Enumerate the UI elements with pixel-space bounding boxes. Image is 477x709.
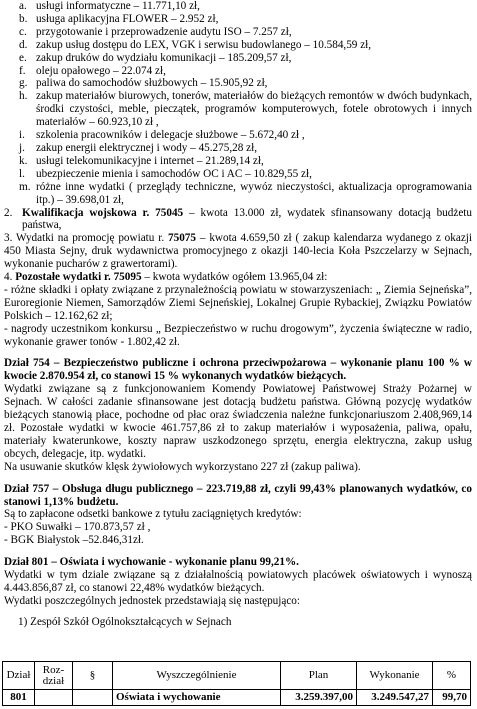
table-header-row <box>3 662 471 690</box>
item-heading: Pozostałe wydatki r. 75095 <box>15 271 142 284</box>
list-text: przygotowanie i przeprowadzenie audytu ISO – 7.257 zł, <box>36 25 292 38</box>
loan-line: - BGK Białystok –52.846,31zł. <box>4 534 144 547</box>
col-header-percent: % <box>433 662 471 690</box>
section-754-body: Wydatki związane są z funkcjonowaniem Komendy Powiatowej Państwowej Straży Pożarnej w Sejnach. W całości zadanie sfinansowane jest dotacją budżetu państwa. Główną pozycję wydatków bieżących stanowią płace, pochodne od płac oraz świadczenia należne funkcjonariuszom 2.408,969,14 zł. Pozostałe wydatki w kwocie 461.757,86 zł to zakup materiałów i wyposażenia, paliwa, opału, materiały kwaterunkowe, koszty napraw uszkodzonego sprzętu, energia elektryczna, zakup usług obcych, delegacje, itp. wydatki. <box>4 383 472 460</box>
list-marker: c. <box>19 25 27 38</box>
cell-paragraph <box>73 690 113 706</box>
col-header-paragraph: § <box>73 662 113 690</box>
item4-detail: - różne składki i opłaty związane z przynależnością powiatu w stowarzyszeniach: „ Ziemia Sejneńska”, Euroregionie Niemen, Samorządów Ziemi Sejneńskiej, Lokalnej Grupie Rybackiej, Związku Powiatów Polskich – 12.162,62 zł; <box>4 283 472 322</box>
list-item <box>4 142 472 155</box>
cell-percent: 99,70 <box>433 690 471 706</box>
list-marker: i. <box>19 129 25 142</box>
list-text: szkolenia pracowników i delegacje służbowe – 5.672,40 zł , <box>36 129 305 142</box>
list-marker: f. <box>19 64 26 77</box>
col-header-plan: Plan <box>281 662 357 690</box>
document-page <box>4 0 472 629</box>
section-801-body2: Wydatki poszczególnych jednostek przedstawiają się następująco: <box>4 594 300 607</box>
item-text: – kwota wydatków ogółem 13.965,04 zł: <box>141 271 328 284</box>
list-item <box>4 90 472 129</box>
list-text: zakup energii elektrycznej i wody – 45.275,28 zł, <box>36 141 257 154</box>
list-marker: d. <box>19 38 28 51</box>
item-prefix: 3. Wydatki na promocję powiatu r. <box>4 232 169 245</box>
list-marker: g. <box>19 77 28 90</box>
list-item <box>4 155 472 168</box>
subsection-title: 1) Zespół Szkół Ogólnokształcących w Sejnach <box>18 615 232 628</box>
item4-detail: - nagrody uczestnikom konkursu „ Bezpieczeństwo w ruchu drogowym”, życzenia świąteczne w radio, wykonanie grawer tonów - 1.802,42 zł. <box>4 322 472 348</box>
col-header-rozdzial: Roz- dział <box>35 662 73 690</box>
list-marker: e. <box>19 51 27 64</box>
list-text: ubezpieczenie mienia i samochodów OC i AC – 10.829,55 zł, <box>36 167 312 180</box>
list-text: różne inne wydatki ( przeglądy techniczne, wywóz nieczystości, aktualizacja oprogramowania itp.) – 39.698,01 zł, <box>36 180 472 206</box>
list-marker: j. <box>19 141 25 154</box>
section-757-title: Dział 757 – Obsługa długu publicznego – 223.719,88 zł, czyli 99,43% planowanych wydatków, co stanowi 1,13% budżetu. <box>4 482 472 508</box>
list-item-3 <box>4 232 472 271</box>
budget-table <box>2 661 471 706</box>
list-text: zakup materiałów biurowych, tonerów, materiałów do bieżących remontów w dwóch budynkach, środki czystości, meble, pieczątek, programów komputerowych, fotele obrotowych i innych materiałów – 60.923,10 zł , <box>36 90 472 129</box>
expense-list <box>4 0 472 207</box>
list-item-4 <box>4 271 472 284</box>
list-item <box>4 181 472 207</box>
col-header-dzial: Dział <box>3 662 35 690</box>
list-marker: m. <box>19 180 31 193</box>
list-item-2 <box>4 207 472 233</box>
list-item <box>4 26 472 39</box>
list-item <box>4 52 472 65</box>
list-text: paliwa do samochodów służbowych – 15.905,92 zł, <box>36 77 268 90</box>
list-marker: l. <box>19 167 25 180</box>
loan-line: - PKO Suwałki – 170.873,57 zł , <box>4 521 151 534</box>
cell-description: Oświata i wychowanie <box>113 690 281 706</box>
list-marker: a. <box>19 0 27 12</box>
list-item <box>4 168 472 181</box>
section-754-title: Dział 754 – Bezpieczeństwo publiczne i ochrona przeciwpożarowa – wykonanie planu 100 % w kwocie 2.870.954 zł, co stanowi 15 % wykonanych wydatków bieżących. <box>4 357 472 383</box>
list-item <box>4 39 472 52</box>
list-text: zakup druków do wydziału komunikacji – 185.209,57 zł, <box>36 51 292 64</box>
list-marker: b. <box>19 12 28 25</box>
list-item <box>4 65 472 78</box>
list-text: usługa aplikacyjna FLOWER – 2.952 zł, <box>36 12 219 25</box>
list-item <box>4 13 472 26</box>
item-heading: Kwalifikacja wojskowa r. 75045 <box>22 206 184 219</box>
cell-dzial: 801 <box>3 690 35 706</box>
list-item <box>4 0 472 13</box>
item-heading: 75075 <box>168 232 196 245</box>
list-item <box>4 129 472 142</box>
list-text: oleju opałowego – 22.074 zł, <box>36 64 166 77</box>
section-754-note: Na usuwanie skutków klęsk żywiołowych wykorzystano 227 zł (zakup paliwa). <box>4 460 361 473</box>
list-marker: h. <box>19 90 28 103</box>
table-row <box>3 690 471 706</box>
cell-rozdzial <box>35 690 73 706</box>
list-text: usługi informatyczne – 11.771,10 zł, <box>36 0 200 12</box>
section-801-body: Wydatki w tym dziale związane są z działalnością powiatowych placówek oświatowych i wynoszą 4.443.856,87 zł, co stanowi 22,48% wydatków bieżących. <box>4 569 472 594</box>
list-text: usługi telekomunikacyjne i internet – 21.289,14 zł, <box>36 154 264 167</box>
section-757-body: Są to zapłacone odsetki bankowe z tytułu zaciągniętych kredytów: <box>4 508 302 521</box>
cell-plan: 3.259.397,00 <box>281 690 357 706</box>
col-header-execution: Wykonanie <box>357 662 433 690</box>
item-text: – kwota 13.000 zł, wydatek sfinansowany dotacją budżetu państwa, <box>22 206 472 232</box>
list-marker: k. <box>19 154 28 167</box>
list-marker: 2. <box>4 206 13 219</box>
list-item <box>4 77 472 90</box>
col-header-description: Wyszczególnienie <box>113 662 281 690</box>
item-prefix: 4. <box>4 271 16 284</box>
list-text: zakup usług dostępu do LEX, VGK i serwisu budowlanego – 10.584,59 zł, <box>36 38 372 51</box>
section-801-title: Dział 801 – Oświata i wychowanie - wykonanie planu 99,21%. <box>4 556 299 569</box>
item-text: – kwota 4.659,50 zł ( zakup kalendarza wydanego z okazji 450 Miasta Sejny, druk wydawnictwa promocyjnego z okazji 140-lecia Koła Pszczelarzy w Sejnach, wykonanie pucharów z grawertorami). <box>4 232 473 271</box>
cell-execution: 3.249.547,27 <box>357 690 433 706</box>
